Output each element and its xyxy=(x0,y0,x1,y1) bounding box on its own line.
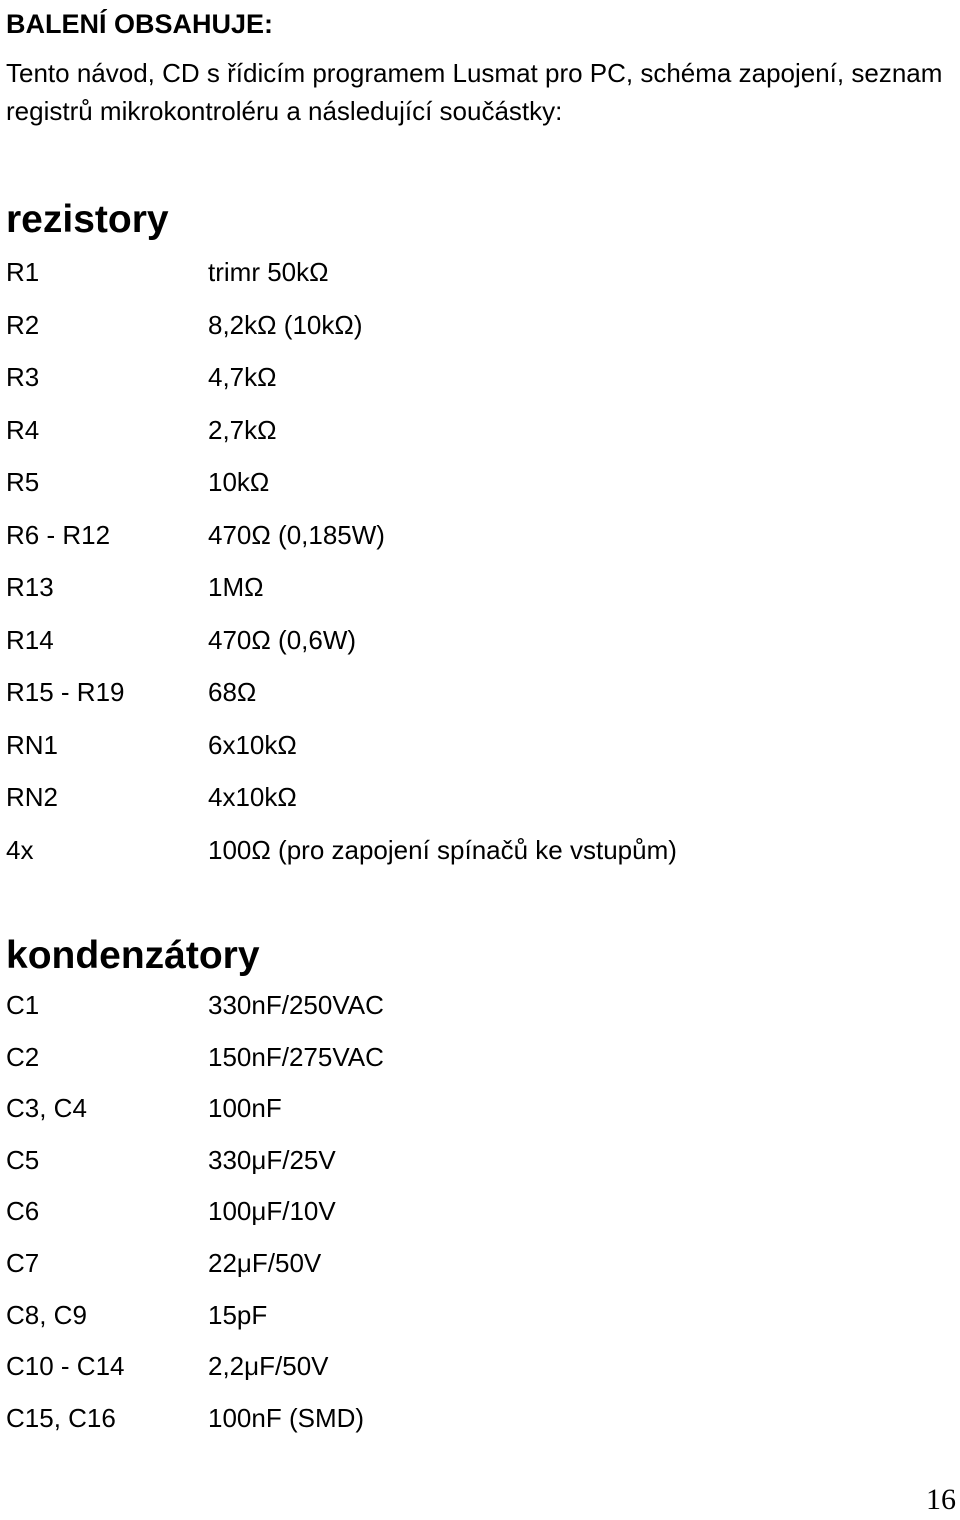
part-ref: C2 xyxy=(6,1041,40,1072)
part-value: 1MΩ xyxy=(208,572,264,602)
capacitor-row xyxy=(6,1083,384,1135)
part-value: 22μF/50V xyxy=(208,1247,322,1278)
part-ref: R1 xyxy=(6,257,40,287)
part-ref: C15, C16 xyxy=(6,1402,116,1433)
resistor-row xyxy=(6,719,677,772)
part-value: 100nF xyxy=(208,1093,282,1124)
capacitor-row xyxy=(6,1393,384,1445)
resistors-list xyxy=(6,246,677,876)
capacitor-row xyxy=(6,1186,384,1238)
part-ref: C7 xyxy=(6,1247,40,1278)
capacitor-row xyxy=(6,1135,384,1187)
capacitor-row xyxy=(6,1032,384,1084)
part-ref: C8, C9 xyxy=(6,1299,87,1330)
part-value: 330nF/250VAC xyxy=(208,990,384,1020)
part-ref: C1 xyxy=(6,990,40,1020)
part-value: 15pF xyxy=(208,1299,268,1330)
resistor-row xyxy=(6,509,677,562)
resistor-row xyxy=(6,299,677,352)
part-value: 6x10kΩ xyxy=(208,729,297,760)
part-value: 8,2kΩ (10kΩ) xyxy=(208,309,363,340)
part-ref: C3, C4 xyxy=(6,1093,87,1124)
capacitor-row xyxy=(6,980,384,1032)
part-value: trimr 50kΩ xyxy=(208,257,329,287)
part-value: 100Ω (pro zapojení spínačů ke vstupům) xyxy=(208,834,677,865)
part-value: 4,7kΩ xyxy=(208,362,277,392)
capacitors-list xyxy=(6,980,384,1444)
capacitor-row xyxy=(6,1341,384,1393)
part-ref: 4x xyxy=(6,834,34,865)
part-ref: RN1 xyxy=(6,729,59,760)
part-value: 2,2μF/50V xyxy=(208,1351,329,1382)
page-number: 16 xyxy=(926,1483,956,1516)
page-heading: BALENÍ OBSAHUJE: xyxy=(6,9,274,39)
part-ref: C6 xyxy=(6,1196,40,1227)
resistor-row xyxy=(6,456,677,509)
intro-paragraph: Tento návod, CD s řídicím programem Lusmat pro PC, schéma zapojení, seznam registrů mikrokontroléru a následující součástky: xyxy=(6,58,943,126)
part-value: 4x10kΩ xyxy=(208,782,297,812)
part-value: 68Ω xyxy=(208,677,257,707)
resistor-row xyxy=(6,666,677,719)
part-value: 100μF/10V xyxy=(208,1196,336,1227)
resistor-row xyxy=(6,404,677,457)
part-ref: R3 xyxy=(6,362,40,392)
part-ref: R14 xyxy=(6,624,54,655)
part-value: 10kΩ xyxy=(208,467,270,497)
resistor-row xyxy=(6,246,677,299)
part-ref: R2 xyxy=(6,309,40,340)
resistor-row xyxy=(6,824,677,877)
part-value: 150nF/275VAC xyxy=(208,1041,384,1072)
part-ref: R15 - R19 xyxy=(6,677,125,707)
part-ref: R6 - R12 xyxy=(6,519,111,550)
resistor-row xyxy=(6,771,677,824)
part-value: 470Ω (0,185W) xyxy=(208,519,385,550)
part-value: 330μF/25V xyxy=(208,1144,336,1175)
capacitor-row xyxy=(6,1290,384,1342)
capacitor-row xyxy=(6,1238,384,1290)
capacitors-section-title: kondenzátory xyxy=(6,934,260,977)
part-ref: C5 xyxy=(6,1144,40,1175)
part-ref: R4 xyxy=(6,414,40,445)
part-value: 100nF (SMD) xyxy=(208,1402,365,1433)
part-ref: C10 - C14 xyxy=(6,1351,125,1382)
resistor-row xyxy=(6,561,677,614)
resistors-section-title: rezistory xyxy=(6,198,169,241)
part-ref: R13 xyxy=(6,572,54,602)
part-ref: R5 xyxy=(6,467,40,497)
resistor-row xyxy=(6,351,677,404)
part-ref: RN2 xyxy=(6,782,59,812)
part-value: 2,7kΩ xyxy=(208,414,277,445)
part-value: 470Ω (0,6W) xyxy=(208,624,357,655)
resistor-row xyxy=(6,614,677,667)
